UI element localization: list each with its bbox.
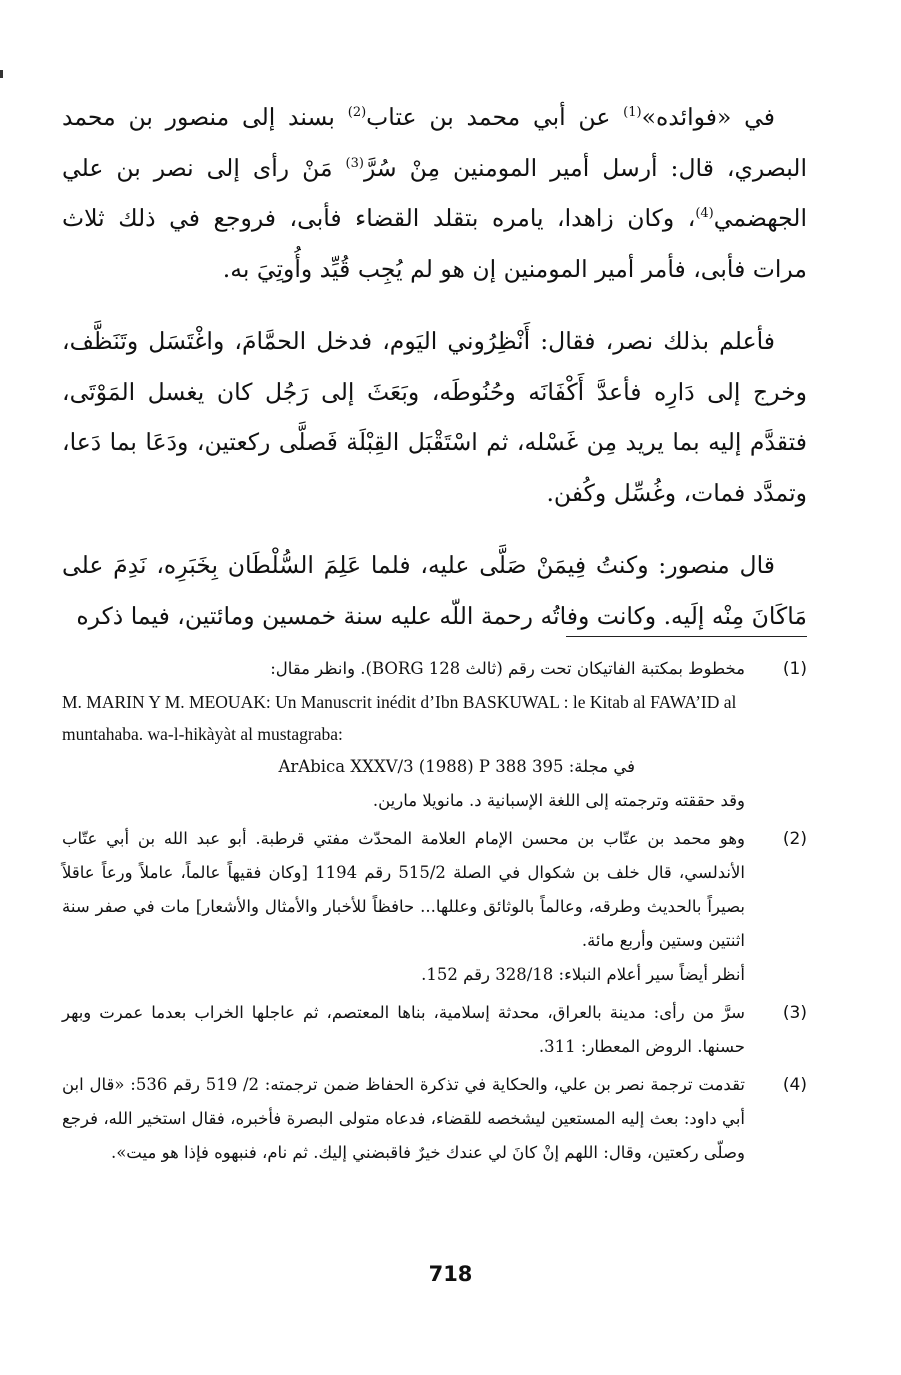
footnote-text: تقدمت ترجمة نصر بن علي، والحكاية في تذكرة الحفاظ ضمن ترجمته: 2/ 519 رقم 536: «قال ابن أبي داود: بعث إليه المستعين ليشخصه للقضاء، فدعاه متولى البصرة فأخبره، فقال استخير الله، فرجع وصلّى ركعتين، وقال: اللهم إنْ كانَ لي عندك خيرٌ فاقبضني إليك. ثم نام، فنبهوه فإذا هو ميت». [62, 1075, 746, 1162]
footnote-ref-3[interactable]: (3) [345, 155, 364, 171]
footnote-2 [62, 822, 807, 992]
main-paragraph-3: قال منصور: وكنتُ فِيمَنْ صَلَّى عليه، فلما عَلِمَ السُّلْطَان بِخَبَرِه، نَدِمَ على مَاكَانَ مِنْه إلَيه. وكانت وفاتُه رحمة اللّه عليه سنة خمسين ومائتين، فيما ذكره [62, 551, 807, 630]
footnote-number: (1) [782, 659, 807, 679]
page-number: 718 [428, 1262, 473, 1286]
footnote-4 [62, 1068, 807, 1170]
footnote-1 [62, 652, 807, 818]
main-paragraph-1: في «فوائده»$^{(1)}$ عن أبي محمد بن عتاب$^{(2)}$ بسند إلى منصور بن محمد البصري، قال: أرسل أمير المومنين مِنْ سُرَّ$^{(3)}$ مَنْ رأى إلى نصر بن علي الجهضمي$^{(4)}$، وكان زاهدا، يامره بتقلد القضاء فأبى، فروجع في ذلك ثلاث مرات فأبى، فأمر أمير المومنين إن هو لم يُجِب قُيِّد وأُوتِيَ به. [62, 103, 807, 283]
footnote-text: وهو محمد بن عتّاب بن محسن الإمام العلامة المحدّث مفتي قرطبة. أبو عبد الله بن أبي عتّاب الأندلسي، قال خلف بن شكوال في الصلة 515/2 رقم 1194 [وكان فقيهاً عالماً، عاملاً ورعاً عاقلاً بصيراً بالحديث وطرقه، وعالماً بالوثائق وعللها... حافظاً للأخبار والأمثال والأشعار] مات في صفر سنة اثنتين وستين وأربع مائة. [62, 829, 746, 950]
footnote-ref-2[interactable]: (2) [347, 105, 367, 121]
footnote-number: (2) [782, 829, 807, 849]
footnote-line: مخطوط بمكتبة الفاتيكان تحت رقم (ثالث BORG 128). وانظر مقال: [270, 659, 745, 678]
footnote-line: أنظر أيضاً سير أعلام النبلاء: 328/18 رقم 152. [421, 965, 745, 984]
footnote-number: (4) [782, 1075, 807, 1095]
footnote-separator [566, 636, 807, 637]
footnote-number: (3) [782, 1003, 807, 1023]
footnote-journal: في مجلة: ArAbica XXXV/3 (1988) P 388 395 [278, 757, 635, 776]
main-paragraph-2: فأعلم بذلك نصر، فقال: أَنْظِرُوني اليَوم، فدخل الحمَّامَ، واغْتَسَل وتَنَظَّف، وخرج إلى دَارِه فأعدَّ أَكْفَانَه وحُنُوطَه، وبَعَثَ إلى رَجُل كان يغسل المَوْتَى، فتقدَّم إليه بما يريد مِن غَسْله، ثم اسْتَقْبَل القِبْلَة فَصلَّى ركعتين، ودَعَا بما دَعا، وتمدَّد فمات، وغُسِّل وكُفن. [62, 327, 807, 507]
scan-mark [0, 70, 3, 78]
main-text [62, 92, 807, 663]
footnote-latin-citation: M. MARIN Y M. MEOUAK: Un Manuscrit inédit d’Ibn BASKUWAL : le Kitab al FAWA’ID al muntahaba. wa-l-hikàyàt al mustagraba: [62, 692, 737, 744]
footnote-line: وقد حققته وترجمته إلى اللغة الإسبانية د. مانويلا مارين. [372, 791, 745, 810]
footnote-3 [62, 996, 807, 1064]
footnotes [62, 652, 807, 1174]
footnote-ref-4[interactable]: (4) [695, 206, 714, 222]
footnote-ref-1[interactable]: (1) [623, 105, 642, 121]
footnote-text: سرَّ من رأى: مدينة بالعراق، محدثة إسلامية، بناها المعتصم، ثم عاجلها الخراب بعدما عمرت وبهر حسنها. الروض المعطار: 311. [62, 1003, 745, 1056]
